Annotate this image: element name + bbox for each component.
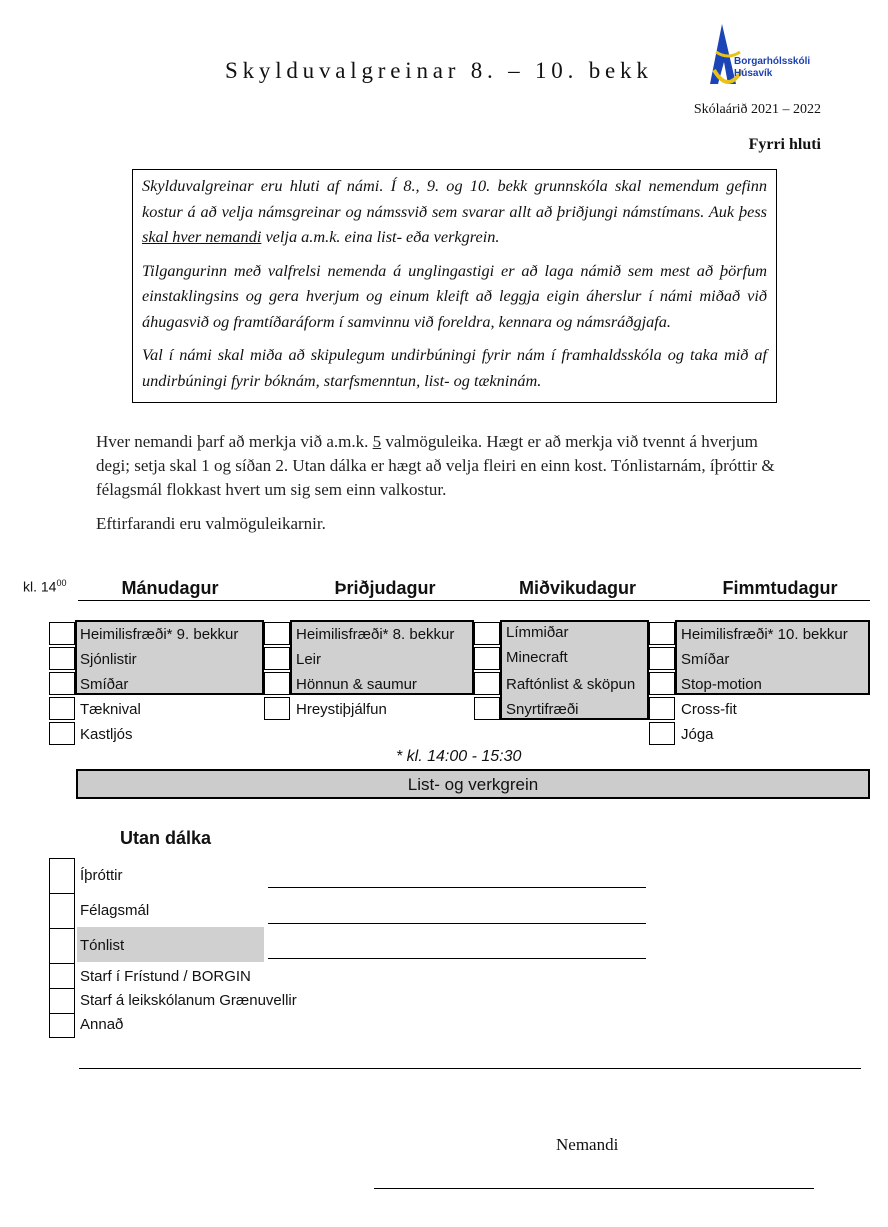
checkbox-music[interactable] — [49, 928, 75, 964]
checkbox-sports[interactable] — [49, 858, 75, 894]
checkbox-social[interactable] — [49, 893, 75, 929]
header-divider — [78, 600, 870, 601]
option-music: Tónlist — [80, 937, 125, 954]
checkbox-fristund[interactable] — [49, 963, 75, 989]
checkbox-thursday-1[interactable] — [649, 622, 675, 645]
checkbox-thursday-5[interactable] — [649, 722, 675, 745]
signature-line[interactable] — [374, 1188, 814, 1189]
checkbox-thursday-2[interactable] — [649, 647, 675, 670]
option-sports: Íþróttir — [80, 867, 123, 884]
option-tuesday-3: Hönnun & saumur — [296, 676, 417, 693]
outside-heading: Utan dálka — [120, 828, 212, 848]
checkbox-monday-2[interactable] — [49, 647, 75, 670]
option-tuesday-1: Heimilisfræði* 8. bekkur — [296, 626, 455, 643]
intro-p1-text-a: Skylduvalgreinar eru hluti af námi. Í 8., 9. og 10. bekk grunnskóla skal nemendum gefinn kostur á að velja námsgreinar og námssvið sem svarar allt að þriðjungi námstímans. Auk þess — [142, 176, 767, 221]
checkbox-monday-5[interactable] — [49, 722, 75, 745]
other-write-line[interactable] — [79, 1068, 861, 1069]
intro-p1-underlined: skal hver nemandi — [142, 227, 262, 246]
option-other: Annað — [80, 1016, 124, 1033]
checkbox-thursday-4[interactable] — [649, 697, 675, 720]
option-wednesday-2: Minecraft — [506, 649, 568, 666]
time-label-text: kl. 14 — [23, 578, 57, 595]
checkbox-wednesday-4[interactable] — [474, 697, 500, 720]
instructions-paragraph-2: Eftirfarandi eru valmöguleikarnir. — [96, 514, 326, 533]
day-header-monday: Mánudagur — [121, 578, 219, 598]
option-monday-4: Tæknival — [80, 701, 141, 718]
checkbox-monday-3[interactable] — [49, 672, 75, 695]
part-label: Fyrri hluti — [748, 136, 821, 153]
music-write-line[interactable] — [268, 958, 646, 959]
instructions-min-count: 5 — [372, 432, 382, 451]
checkbox-monday-4[interactable] — [49, 697, 75, 720]
student-label: Nemandi — [556, 1135, 619, 1154]
page-title: Skylduvalgreinar 8. – 10. bekk — [225, 58, 653, 83]
option-thursday-3: Stop-motion — [681, 676, 762, 693]
school-year: Skólaárið 2021 – 2022 — [693, 102, 821, 117]
time-label — [23, 578, 66, 595]
option-fristund: Starf í Frístund / BORGIN — [80, 968, 251, 985]
checkbox-tuesday-1[interactable] — [264, 622, 290, 645]
option-thursday-4: Cross-fit — [681, 701, 737, 718]
checkbox-tuesday-2[interactable] — [264, 647, 290, 670]
intro-paragraph-2: Tilgangurinn með valfrelsi nemenda á unglingastigi er að laga námið sem mest að þörfum einstaklingsins og gera hverjum og einum kleift að leggja eigin áherslur í námi miðað við áhugasvið og framtíðaráform í samvinnu við foreldra, kennara og námsráðgjafa. — [142, 260, 767, 331]
checkbox-other[interactable] — [49, 1013, 75, 1038]
checkbox-thursday-3[interactable] — [649, 672, 675, 695]
option-monday-5: Kastljós — [80, 726, 133, 743]
option-tuesday-4: Hreystiþjálfun — [296, 701, 387, 718]
time-label-sup: 00 — [56, 578, 67, 588]
school-name-line2: Húsavík — [734, 68, 773, 79]
time-footnote: * kl. 14:00 - 15:30 — [396, 748, 522, 765]
school-name-line1: Borgarhólsskóli — [734, 56, 811, 67]
option-tuesday-2: Leir — [296, 651, 322, 668]
checkbox-monday-1[interactable] — [49, 622, 75, 645]
instructions-text-a: Hver nemandi þarf að merkja við a.m.k. — [96, 432, 373, 451]
checkbox-wednesday-2[interactable] — [474, 647, 500, 670]
option-monday-2: Sjónlistir — [80, 651, 137, 668]
checkbox-wednesday-1[interactable] — [474, 622, 500, 645]
intro-box — [132, 169, 777, 403]
option-thursday-1: Heimilisfræði* 10. bekkur — [681, 626, 848, 643]
option-thursday-2: Smíðar — [681, 651, 730, 668]
option-thursday-5: Jóga — [681, 726, 714, 743]
option-social: Félagsmál — [80, 902, 150, 919]
checkbox-wednesday-3[interactable] — [474, 672, 500, 695]
option-preschool: Starf á leikskólanum Grænuvellir — [80, 992, 297, 1009]
school-logo — [706, 22, 826, 92]
checkbox-tuesday-4[interactable] — [264, 697, 290, 720]
category-bar: List- og verkgrein — [76, 769, 870, 799]
day-header-wednesday: Miðvikudagur — [518, 578, 636, 598]
social-write-line[interactable] — [268, 923, 646, 924]
instructions — [96, 430, 796, 546]
intro-paragraph-3: Val í námi skal miða að skipulegum undirbúningi fyrir nám í framhaldsskóla og taka mið af undirbúningi fyrir bóknám, starfsmenntun, list- og tækninám. — [142, 345, 767, 390]
checkbox-preschool[interactable] — [49, 988, 75, 1014]
option-wednesday-3: Raftónlist & sköpun — [506, 676, 636, 693]
instructions-paragraph-1 — [96, 430, 796, 502]
option-monday-3: Smíðar — [80, 676, 129, 693]
sports-write-line[interactable] — [268, 887, 646, 888]
option-monday-1: Heimilisfræði* 9. bekkur — [80, 626, 239, 643]
instructions-text-b: valmöguleika. Hægt er að merkja við tvennt á hverjum degi; setja skal 1 og síðan 2. Utan dálka er hægt að velja fleiri en einn kost. Tónlistarnám, íþróttir & félagsmál flokkast hvert um sig sem einn valkostur. — [96, 432, 775, 499]
day-header-tuesday: Þriðjudagur — [334, 578, 436, 598]
checkbox-tuesday-3[interactable] — [264, 672, 290, 695]
option-wednesday-1: Límmiðar — [506, 624, 569, 641]
intro-paragraph-1 — [142, 173, 767, 250]
day-header-thursday: Fimmtudagur — [722, 578, 838, 598]
intro-p1-text-b: velja a.m.k. eina list- eða verkgrein. — [261, 227, 500, 246]
option-wednesday-4: Snyrtifræði — [506, 701, 579, 718]
